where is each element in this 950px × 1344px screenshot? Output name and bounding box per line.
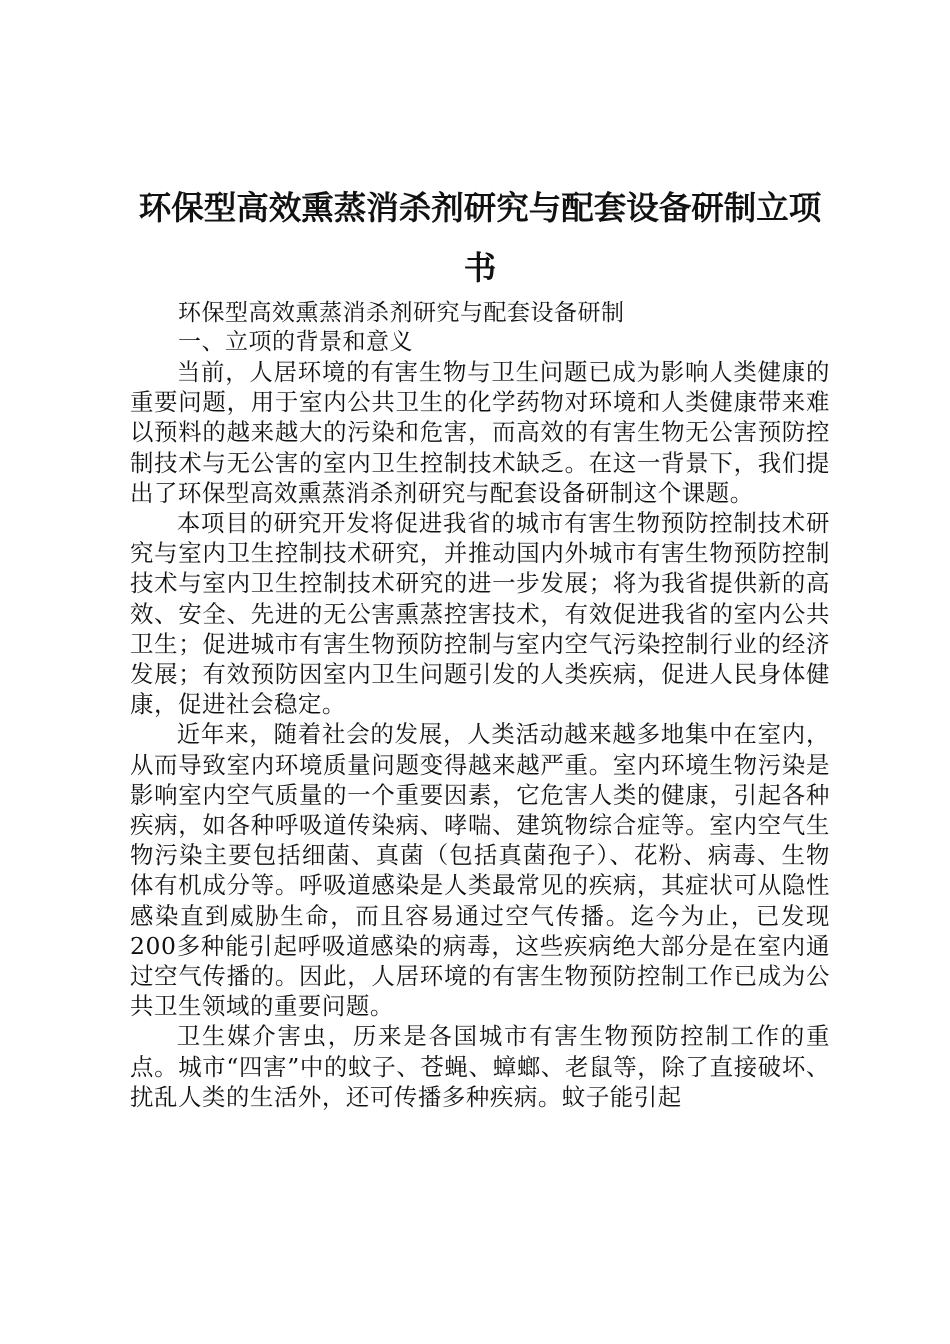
document-subtitle: 环保型高效熏蒸消杀剂研究与配套设备研制 — [178, 300, 625, 326]
paragraph-2: 本项目的研究开发将促进我省的城市有害生物预防控制技术研究与室内卫生控制技术研究，并推动国内外城市有害生物预防控制技术与室内卫生控制技术研究的进一步发展；将为我省提供新的高效、安全、先进的无公害熏蒸控害技术，有效促进我省的室内公共卫生；促进城市有害生物预防控制与室内空气污染控制行业的经济发展；有效预防因室内卫生问题引发的人类疾病，促进人民身体健康，促进社会稳定。 — [130, 509, 830, 719]
paragraph-4: 卫生媒介害虫，历来是各国城市有害生物预防控制工作的重点。城市“四害”中的蚊子、苍蝇、蟑螂、老鼠等，除了直接破坏、扰乱人类的生活外，还可传播多种疾病。蚊子能引起 — [130, 1022, 830, 1111]
paragraph-3: 近年来，随着社会的发展，人类活动越来越多地集中在室内，从而导致室内环境质量问题变得越来越严重。室内环境生物污染是影响室内空气质量的一个重要因素，它危害人类的健康，引起各种疾病，如各种呼吸道传染病、哮喘、建筑物综合症等。室内空气生物污染主要包括细菌、真菌（包括真菌孢子）、花粉、病毒、生物体有机成分等。呼吸道感染是人类最常见的疾病，其症状可从隐性感染直到威胁生命，而且容易通过空气传播。迄今为止，已发现200多种能引起呼吸道感染的病毒，这些疾病绝大部分是在室内通过空气传播的。因此，人居环境的有害生物预防控制工作已成为公共卫生领域的重要问题。 — [130, 720, 830, 1021]
document-page — [130, 178, 830, 1112]
document-title: 环保型高效熏蒸消杀剂研究与配套设备研制立项书 — [138, 188, 822, 287]
section-heading: 一、立项的背景和意义 — [178, 329, 413, 355]
paragraph-1: 当前，人居环境的有害生物与卫生问题已成为影响人类健康的重要问题，用于室内公共卫生的化学药物对环境和人类健康带来难以预料的越来越大的污染和危害，而高效的有害生物无公害预防控制技术与无公害的室内卫生控制技术缺乏。在这一背景下，我们提出了环保型高效熏蒸消杀剂研究与配套设备研制这个课题。 — [130, 358, 830, 507]
